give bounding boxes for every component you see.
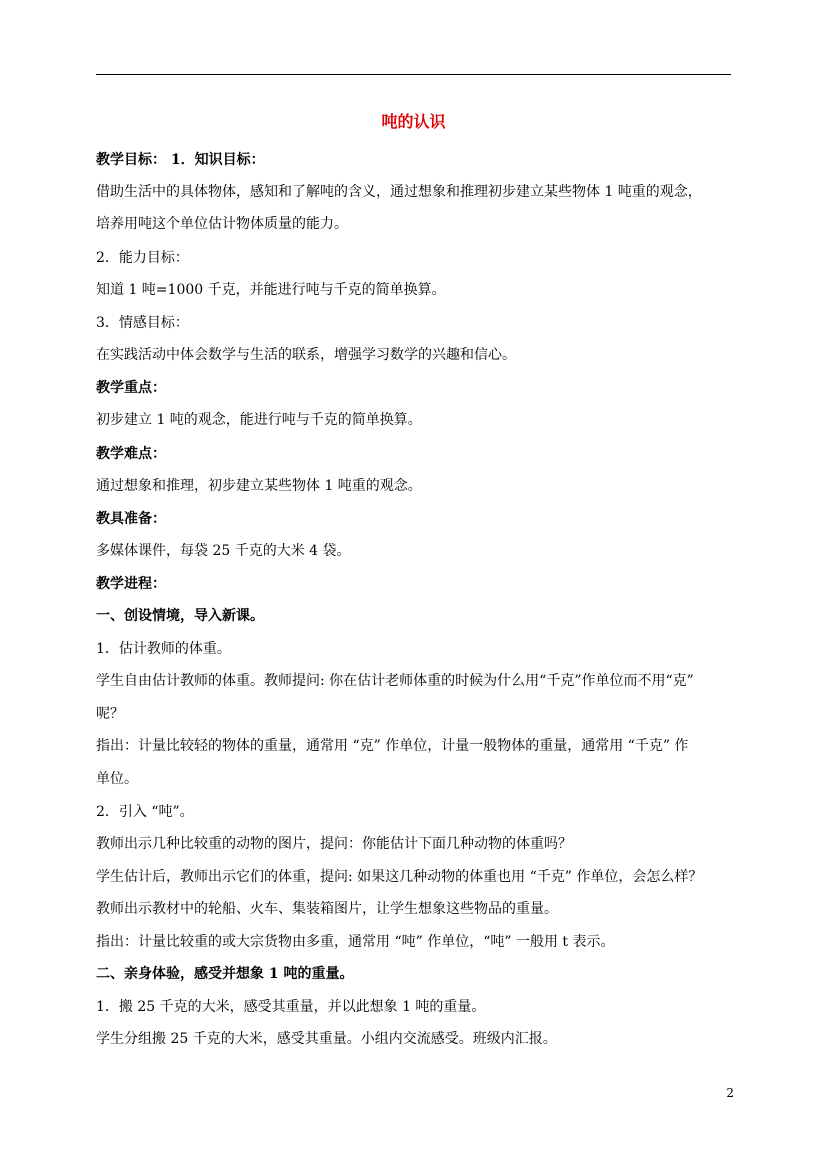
document-title: 吨的认识 [381, 112, 446, 131]
text-line: 1．搬 25 千克的大米，感受其重量，并以此想象 1 吨的重量。 [96, 999, 486, 1015]
text-line: 多媒体课件，每袋 25 千克的大米 4 袋。 [96, 543, 351, 559]
text-line: 指出：计量比较重的或大宗货物由多重，通常用 “吨” 作单位，“吨” 一般用 t 表示。 [96, 934, 615, 950]
text-line: 借助生活中的具体物体，感知和了解吨的含义，通过想象和推理初步建立某些物体 1 吨重的观念， [96, 184, 702, 200]
text-line: 通过想象和推理，初步建立某些物体 1 吨重的观念。 [96, 478, 422, 494]
text-line: 1．估计教师的体重。 [96, 641, 231, 657]
text-line: 培养用吨这个单位估计物体质量的能力。 [96, 216, 348, 232]
text-line: 二、亲身体验，感受并想象 1 吨的重量。 [96, 966, 354, 982]
text-line: 教学目标： 1．知识目标： [96, 152, 265, 168]
text-line: 学生自由估计教师的体重。教师提问: 你在估计老师体重的时候为什么用“千克”作单位而不用“克” [96, 673, 694, 689]
text-line: 教学难点： [96, 446, 166, 462]
text-line: 单位。 [96, 771, 138, 787]
text-line: 2．能力目标： [96, 250, 189, 266]
text-line: 一、创设情境，导入新课。 [96, 608, 264, 624]
text-line: 教具准备： [96, 511, 166, 527]
text-line: 3．情感目标： [96, 315, 189, 331]
text-line: 在实践活动中体会数学与生活的联系，增强学习数学的兴趣和信心。 [96, 347, 516, 363]
text-line: 2．引入 “吨”。 [96, 804, 194, 820]
text-line: 呢？ [96, 706, 124, 722]
header-rule [96, 74, 731, 75]
text-line: 学生估计后，教师出示它们的体重，提问: 如果这几种动物的体重也用 “千克” 作单位，会怎么样？ [96, 869, 703, 885]
text-line: 指出：计量比较轻的物体的重量，通常用 “克” 作单位，计量一般物体的重量，通常用 “千克” 作 [96, 738, 689, 754]
text-line: 教学进程： [96, 576, 166, 592]
text-line: 初步建立 1 吨的观念，能进行吨与千克的简单换算。 [96, 412, 422, 428]
text-line: 教师出示几种比较重的动物的图片，提问：你能估计下面几种动物的体重吗？ [96, 836, 572, 852]
text-line: 教师出示教材中的轮船、火车、集装箱图片，让学生想象这些物品的重量。 [96, 901, 558, 917]
text-line: 教学重点： [96, 380, 166, 396]
page-number: 2 [726, 1086, 734, 1100]
text-line: 学生分组搬 25 千克的大米，感受其重量。小组内交流感受。班级内汇报。 [96, 1031, 557, 1047]
text-line: 知道 1 吨=1000 千克，并能进行吨与千克的简单换算。 [96, 282, 446, 298]
